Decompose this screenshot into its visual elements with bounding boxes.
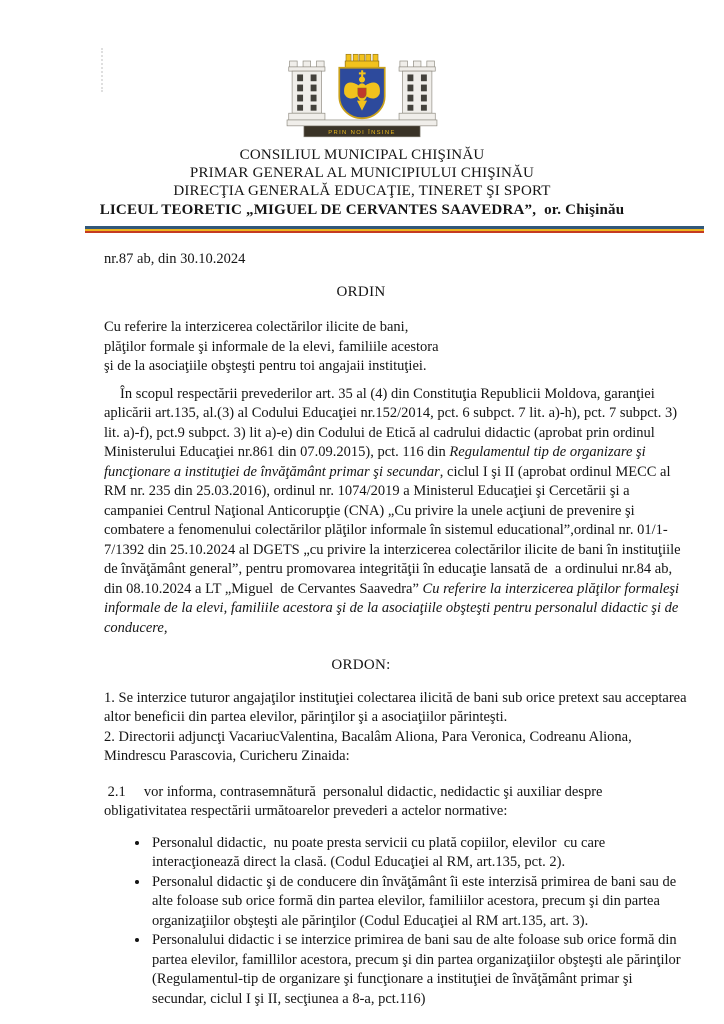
divider-stripe-red (85, 231, 704, 233)
provision-item-2: • Personalul didactic şi de conducere din învăţământ îi este interzisă primirea de bani sau de alte foloase sub orice formă din partea elevilor, familiilor acestora, precum şi din partea organizaţiilor obşteşti ale părinţilor (Codul Educaţiei al RM art.135, art. 3). (150, 873, 688, 932)
order-number-line: nr.87 ab, din 30.10.2024 (104, 251, 246, 267)
chisinau-coat-of-arms-icon (282, 40, 442, 146)
subject-paragraph (104, 318, 688, 377)
order-item-2: 2. Directorii adjuncţi VacariucValentina, Bacalâm Aliona, Para Veronica, Codreanu Aliona, Mindrescu Parascovia, Curicheru Zinaida: (104, 728, 636, 764)
preamble-segment-1: În scopul respectării prevederilor art. 35 al (4) din Constituţia Republicii Moldova, garanţiei aplicării art.135, al.(3) al Codului Educaţiei nr.152/2014, pct. 6 subpct. 7 lit. a)-h), pct. 7 subpct. 3) lit. a)-f), pct.9 subpct. 3) lit a)-e) din Codului de Etică al cadrului didactic (aprobat prin ordinul Ministerului Educaţiei nr.861 din 07.09.2015), pct. 116 din (104, 385, 681, 460)
preamble-paragraph (104, 385, 688, 639)
provisions-list (104, 834, 688, 1010)
subject-line-3: şi de la asociaţiile obşteşti pentru toi angajaii instituţiei. (104, 358, 427, 374)
subject-line-2: plăţilor formale şi informale de la elevi, familiile acestora (104, 338, 439, 355)
order-word: ORDON: (331, 657, 391, 673)
document-title: ORDIN (336, 283, 386, 300)
preamble-regulation-title: Regulamentul tip de organizare şi funcţionare a instituţiei de învăţământ primar şi secundar (104, 444, 650, 480)
provision-item-1: • Personalul didactic, nu poate presta servicii cu plată copiilor, elevilor cu care interacţionează direct la clasă. (Codul Educaţiei al RM, art.135, pct. 2). (150, 834, 688, 873)
scan-artifact (101, 48, 110, 92)
document-body (0, 250, 724, 1009)
emblem-motto: PRIN NOI ÎNSINE (328, 129, 396, 136)
preamble-order-subject: Cu referire la interzicerea plăţilor formaleşi informale de la elevi, familiile acestora şi de la asociaţiile obşteşti pentru personalul didactic şi de conducere, (104, 580, 683, 636)
order-item-1: 1. Se interzice tuturor angajaţilor instituţiei colectarea ilicită de bani sub orice pretext sau acceptarea altor beneficii din partea elevilor, părinţilor şi a asociaţiilor părinteşti. (104, 689, 691, 725)
org-line-mayor: PRIMAR GENERAL AL MUNICIPIULUI CHIŞINĂU (189, 165, 535, 181)
org-line-council: CONSILIUL MUNICIPAL CHIŞINĂU (239, 147, 485, 163)
order-item-2-1: 2.1 vor informa, contrasemnătură personalul didactic, nedidactic şi auxiliar despre obligativitatea respectării următoarelor prevederi a actelor normative: (104, 783, 607, 819)
provision-item-3: • Personalului didactic i se interzice primirea de bani sau de alte foloase sub orice formă din partea elevilor, famillilor acestora, precum şi din partea organizaţiilor obşteşti ale părinţilor (Regulamentul-tip de organizare şi funcţionare a instituţiei de învăţământ primar şi secundar, ciclul I şi II, secţiunea a 8-a, pct.116) (150, 931, 688, 1009)
tricolor-divider (85, 226, 704, 233)
school-name-line: LICEUL TEORETIC „MIGUEL DE CERVANTES SAAVEDRA”, or. Chişinău (99, 202, 625, 218)
subject-line-1: Cu referire la interzicerea colectărilor ilicite de bani, (104, 319, 409, 335)
preamble-segment-2: , ciclul I şi II (aprobat ordinul MECC al RM nr. 235 din 25.03.2016), ordinul nr. 1074/2019 a Ministerul Educaţiei şi Cercetării şi a campaniei Centrul Naţional Anticorupţie (CNA) „Cu privire la unele acţiuni de prevenire şi combatere a fenomenului colectărilor plăţilor informale în sistemul educational”,ordinal nr. 01/1-7/1392 din 25.10.2024 al DGETS „cu privire la interzicerea colectărilor ilicite de bani în instituţiile de învăţământ general”, pentru promovarea integrităţii în educaţie lansată de a ordinului nr.84 ab, din 08.10.2024 a LT „Miguel de Cervantes Saavedra” (104, 463, 685, 597)
org-line-directorate: DIRECŢIA GENERALĂ EDUCAŢIE, TINERET ŞI SPORT (173, 183, 551, 199)
